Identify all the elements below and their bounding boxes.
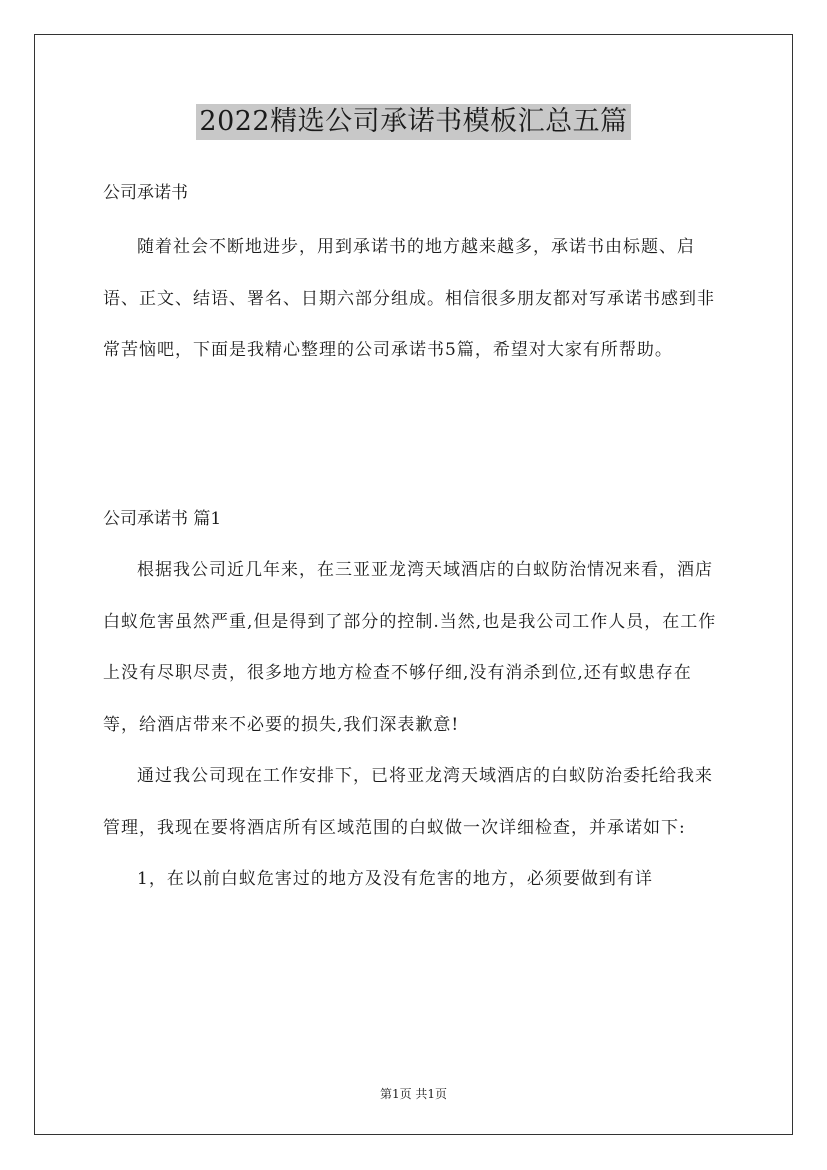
intro-section	[103, 222, 725, 377]
part1-paragraph-2: 通过我公司现在工作安排下，已将亚龙湾天域酒店的白蚁防治委托给我来管理，我现在要将酒店所有区域范围的白蚁做一次详细检查，并承诺如下:	[103, 766, 713, 838]
part1-paragraph-1: 根据我公司近几年来，在三亚亚龙湾天域酒店的白蚁防治情况来看，酒店白蚁危害虽然严重,但是得到了部分的控制.当然,也是我公司工作人员，在工作上没有尽职尽责，很多地方地方检查不够仔细,没有消杀到位,还有蚁患存在等，给酒店带来不必要的损失,我们深表歉意!	[103, 560, 717, 735]
part1-section	[103, 545, 725, 906]
page-footer: 第1页 共1页	[379, 1087, 448, 1101]
part1-heading: 公司承诺书 篇1	[103, 509, 222, 529]
section-heading: 公司承诺书	[103, 183, 188, 203]
title-container	[0, 104, 827, 140]
part1-paragraph-3: 1，在以前白蚁危害过的地方及没有危害的地方，必须要做到有详	[137, 869, 653, 889]
intro-paragraph: 随着社会不断地进步，用到承诺书的地方越来越多，承诺书由标题、启语、正文、结语、署名、日期六部分组成。相信很多朋友都对写承诺书感到非常苦恼吧，下面是我精心整理的公司承诺书5篇，希望对大家有所帮助。	[103, 237, 715, 360]
document-title: 2022精选公司承诺书模板汇总五篇	[196, 104, 630, 140]
